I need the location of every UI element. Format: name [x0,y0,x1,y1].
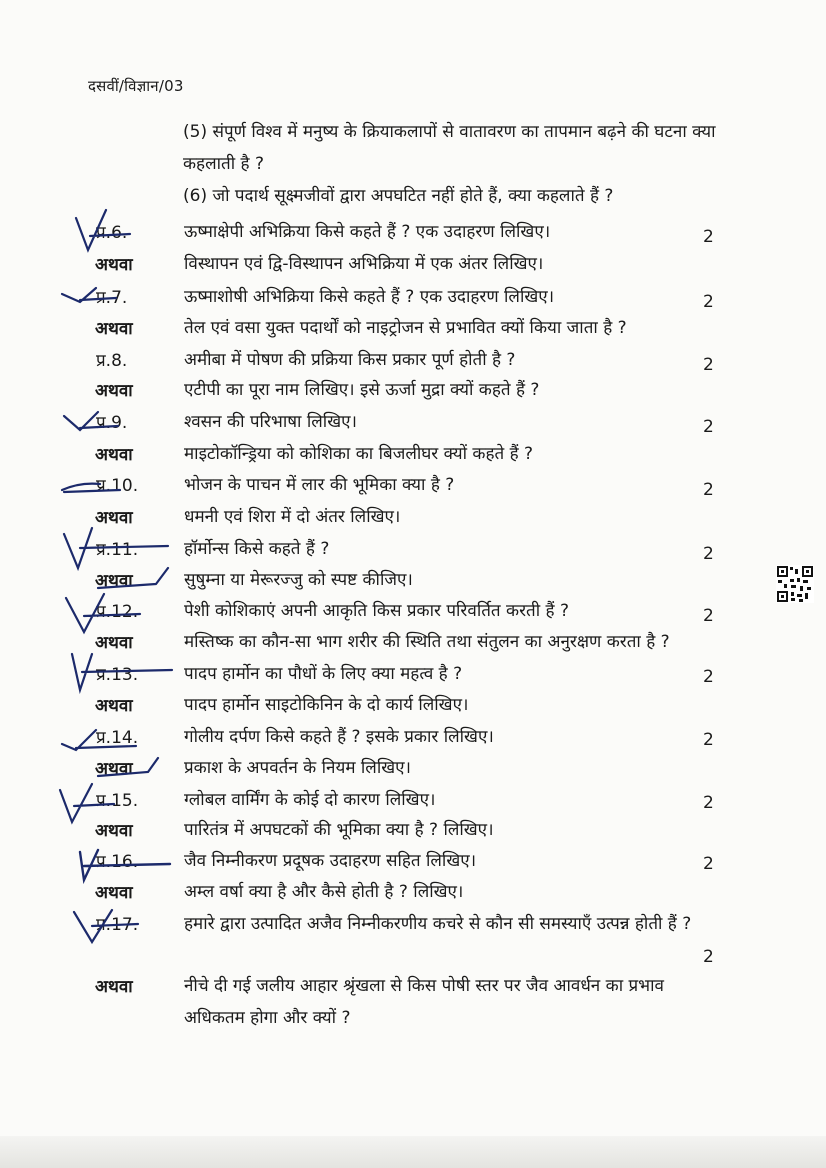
or-label: अथवा [95,445,133,465]
question-marks: 2 [703,292,714,312]
or-row [0,691,826,721]
or-text: नीचे दी गई जलीय आहार श्रृंखला से किस पोषी स्तर पर जैव आवर्धन का प्रभाव अधिकतम होगा और क्यों ? [184,976,664,1028]
or-label: अथवा [95,381,133,401]
intro-item-5: (5) संपूर्ण विश्व में मनुष्य के क्रियाकलापों से वातावरण का तापमान बढ़ने की घटना क्या कहलाती है ? [183,122,716,174]
question-row [0,786,826,816]
question-marks: 2 [703,227,714,247]
question-marks: 2 [703,730,714,750]
or-row [0,376,826,406]
or-label: अथवा [95,508,133,528]
question-marks: 2 [703,854,714,874]
question-number: प्र.15. [96,791,139,811]
question-number: प्र.9. [96,413,128,433]
question-marks: 2 [703,667,714,687]
intro-item-6: (6) जो पदार्थ सूक्ष्मजीवों द्वारा अपघटित नहीं होते हैं, क्या कहलाते हैं ? [183,186,614,206]
tick-mark [74,846,174,886]
tick-mark [64,590,144,636]
tick-mark [72,906,142,946]
or-label: अथवा [95,319,133,339]
question-marks: 2 [703,793,714,813]
qr-code [776,565,814,603]
or-label: अथवा [95,633,133,653]
question-number: प्र.17. [96,915,139,935]
scan-edge [0,1136,826,1168]
question-number: प्र.14. [96,728,139,748]
question-text: ऊष्माशोषी अभिक्रिया किसे कहते हैं ? एक उदाहरण लिखिए। [184,287,555,307]
tick-mark [58,782,118,826]
question-text: अमीबा में पोषण की प्रक्रिया किस प्रकार पूर्ण होती है ? [184,350,516,370]
question-text: ग्लोबल वार्मिंग के कोई दो कारण लिखिए। [184,790,436,810]
or-row [0,440,826,470]
or-text: पारितंत्र में अपघटकों की भूमिका क्या है ? लिखिए। [184,820,494,840]
question-marks: 2 [703,947,714,967]
tick-mark [72,206,132,256]
question-text: भोजन के पाचन में लार की भूमिका क्या है ? [184,475,455,495]
or-text: सुषुम्ना या मेरूरज्जु को स्पष्ट कीजिए। [184,570,413,590]
question-marks: 2 [703,355,714,375]
question-text: हमारे द्वारा उत्पादित अजैव निम्नीकरणीय कचरे से कौन सी समस्याएँ उत्पन्न होती हैं ? [184,914,692,934]
tick-mark [60,284,120,312]
question-row [0,346,826,376]
tick-mark [66,650,176,694]
question-marks: 2 [703,544,714,564]
or-text: धमनी एवं शिरा में दो अंतर लिखिए। [184,507,401,527]
question-number: प्र.10. [96,476,139,496]
or-row [0,972,826,1036]
question-text: ऊष्माक्षेपी अभिक्रिया किसे कहते हैं ? एक उदाहरण लिखिए। [184,222,551,242]
or-label: अथवा [95,759,133,779]
question-marks: 2 [703,480,714,500]
question-marks: 2 [703,606,714,626]
question-number: प्र.16. [96,852,139,872]
or-label: अथवा [95,696,133,716]
tick-mark [60,474,124,502]
or-label: अथवा [95,255,133,275]
question-marks: 2 [703,417,714,437]
question-number: प्र.6. [96,223,128,243]
question-number: प्र.8. [96,351,128,371]
tick-mark [96,752,176,782]
or-text: माइटोकॉन्ड्रिया को कोशिका का बिजलीघर क्यों कहते हैं ? [184,444,534,464]
question-text: पादप हार्मोन का पौधों के लिए क्या महत्व है ? [184,664,463,684]
question-number: प्र.7. [96,288,128,308]
or-label: अथवा [95,977,133,997]
question-number: प्र.12. [96,602,139,622]
question-row [0,408,826,438]
or-row [0,816,826,846]
or-text: विस्थापन एवं द्वि-विस्थापन अभिक्रिया में एक अंतर लिखिए। [184,254,544,274]
question-row [0,283,826,313]
question-text: श्वसन की परिभाषा लिखिए। [184,412,357,432]
or-text: तेल एवं वसा युक्त पदार्थों को नाइट्रोजन से प्रभावित क्यों किया जाता है ? [184,318,627,338]
or-label: अथवा [95,821,133,841]
or-text: प्रकाश के अपवर्तन के नियम लिखिए। [184,758,411,778]
or-text: मस्तिष्क का कौन-सा भाग शरीर की स्थिति तथा संतुलन का अनुरक्षण करता है ? [184,632,670,652]
or-row [0,314,826,344]
or-label: अथवा [95,571,133,591]
question-text: जैव निम्नीकरण प्रदूषक उदाहरण सहित लिखिए। [184,851,477,871]
page-header: दसवीं/विज्ञान/03 [88,77,184,95]
question-number: प्र.11. [96,540,139,560]
question-text: पेशी कोशिकाएं अपनी आकृति किस प्रकार परिवर्तित करती हैं ? [184,601,569,621]
or-text: अम्ल वर्षा क्या है और कैसे होती है ? लिखिए। [184,882,464,902]
question-text: हॉर्मोन्स किसे कहते हैं ? [184,539,330,559]
or-text: एटीपी का पूरा नाम लिखिए। इसे ऊर्जा मुद्रा क्यों कहते हैं ? [184,380,540,400]
or-text: पादप हार्मोन साइटोकिनिन के दो कार्य लिखिए। [184,695,469,715]
question-number: प्र.13. [96,665,139,685]
or-label: अथवा [95,883,133,903]
tick-mark [62,410,122,438]
question-text: गोलीय दर्पण किसे कहते हैं ? इसके प्रकार लिखिए। [184,727,494,747]
